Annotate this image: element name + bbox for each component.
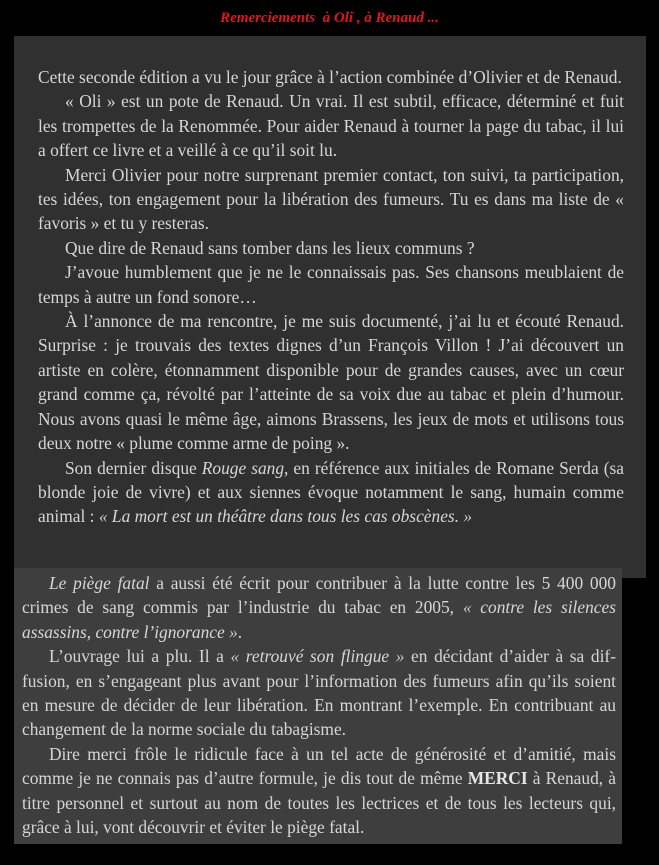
italic-text: Le piège fatal [49, 573, 150, 593]
paragraph [22, 571, 616, 644]
paragraph [38, 260, 624, 309]
text-run: à Renaud, à titre personnel et surtout au nom de toutes les lectrices et de tous les lecteurs qui, grâce à lui, vont découvrir et éviter le piège fatal. [22, 768, 617, 838]
italic-text: « retrouvé son flingue » [230, 646, 405, 667]
scanned-page-section-1 [14, 36, 646, 578]
italic-text: « La mort est un théâtre dans tous les cas obscènes. » [98, 506, 473, 527]
text-run: Son dernier disque [65, 457, 202, 478]
paragraph [38, 456, 624, 529]
italic-text: « contre les silences assassins, contre l’ignorance » [22, 597, 616, 642]
paragraph [38, 309, 624, 455]
text-run: À l’annonce de ma rencontre, je me suis documenté, j’ai lu et écouté Renaud. Surprise : je trouvais des textes dignes d’un François Villon ! J’ai découvert un artiste en colère, étonnamment disponible pour de grandes causes, avec un cœur grand comme ça, révolté par l’atteinte de sa voix due au tabac et plein d’humour. Nous avons quasi le même âge, aimons Brassens, les jeux de mots et utilisons tous deux notre « plume comme arme de poing ». [38, 311, 624, 454]
text-run: . [237, 621, 243, 642]
scanned-page-section-2 [14, 568, 622, 844]
text-run: Dire merci frôle le ridicule face à un tel acte de générosité et d’amitié, mais comme je ne connais pas d’autre formule, je dis tout de même [22, 743, 616, 789]
section-2-text [22, 571, 616, 839]
text-run: J’avoue humblement que je ne le connaissais pas. Ses chansons meublaient de temps à autre un fond sonore… [38, 262, 624, 307]
text-run: Cette seconde édition a vu le jour grâce à l’action combinée d’Olivier et de Renaud. [38, 67, 622, 87]
text-run: Que dire de Renaud sans tomber dans les lieux communs ? [65, 237, 475, 258]
paragraph [38, 163, 624, 236]
paragraph [38, 236, 624, 260]
page-title: Remerciements à Oli , à Renaud ... [220, 10, 439, 26]
text-run: en décidant d’aider à sa diffusion, en s’engageant plus avant pour l’information des fumeurs afin qu’ils soient en mesure de décider de leur libération. En montrant l’exemple. En contribuant au changement de la norme sociale du tabagisme. [22, 646, 616, 740]
paragraph [38, 65, 624, 89]
paragraph [22, 742, 616, 840]
text-run: L’ouvrage lui a plu. Il a [49, 646, 231, 667]
text-run: « Oli » est un pote de Renaud. Un vrai. Il est subtil, efficace, déterminé et fuit les trompettes de la Renommée. Pour aider Renaud à tourner la page du tabac, il lui a offert ce livre et a veillé à ce qu’il soit lu. [38, 91, 624, 161]
text-run: , en référence aux initiales de Romane Serda (sa blonde joie de vivre) et aux siennes évoque notamment le sang, humain comme animal : [38, 457, 624, 527]
text-run: Merci Olivier pour notre surprenant premier contact, ton suivi, ta participation, tes idées, ton engagement pour la libération des fumeurs. Tu es dans ma liste de « favoris » et tu y resteras. [38, 164, 624, 234]
paragraph [22, 644, 616, 742]
bold-text: MERCI [467, 768, 528, 789]
section-1-text [38, 65, 624, 529]
text-run: a aussi été écrit pour contribuer à la lutte contre les 5 400 000 crimes de sang commis par l’industrie du tabac en 2005, [22, 573, 616, 618]
italic-text: Rouge sang [201, 457, 285, 478]
paragraph [38, 89, 624, 162]
